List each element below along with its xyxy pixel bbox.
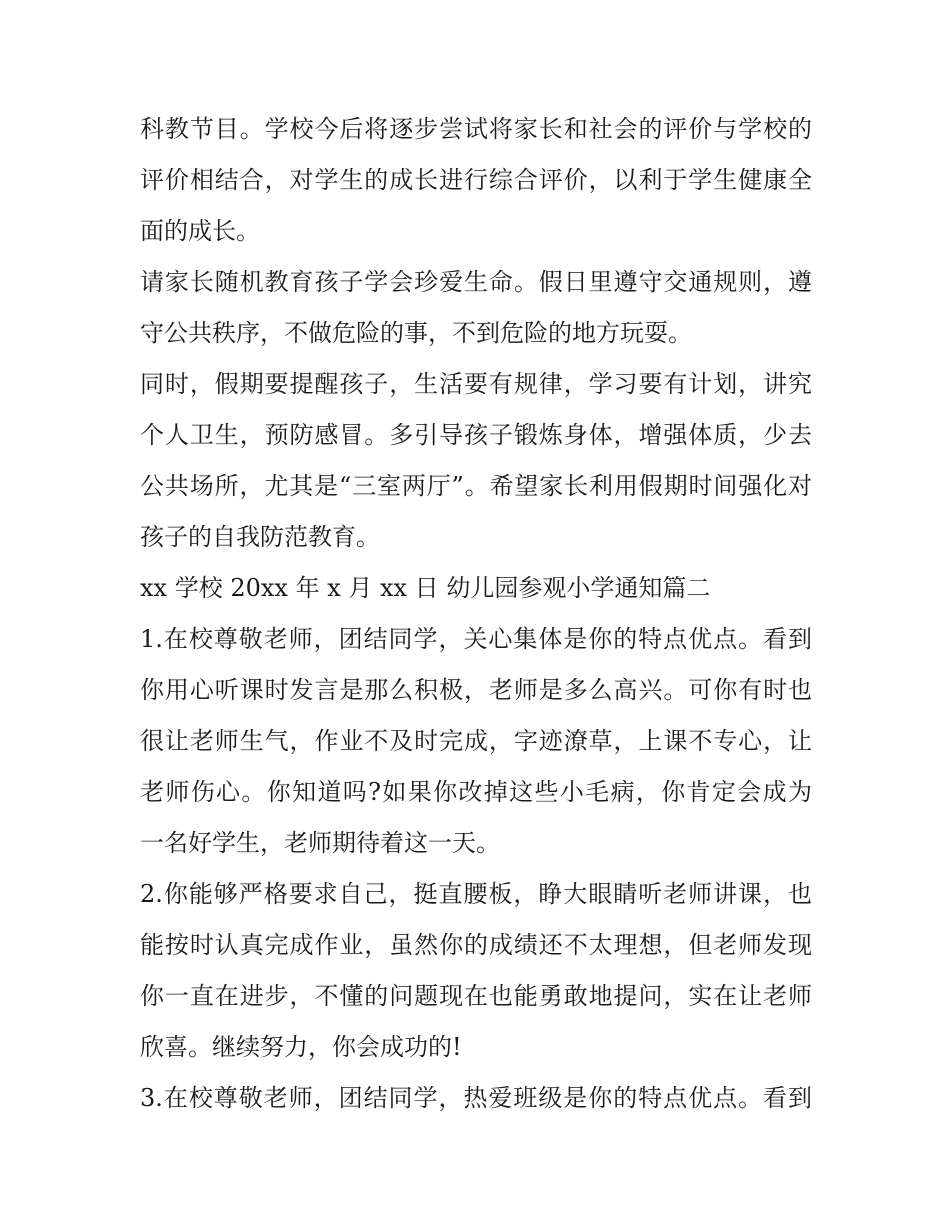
text-line: 一名好学生，老师期待着这一天。 xyxy=(140,829,500,857)
text-line: 2.你能够严格要求自己，挺直腰板，睁大眼睛听老师讲课，也 xyxy=(140,880,812,908)
text-line: 欣喜。继续努力，你会成功的! xyxy=(140,1033,462,1061)
text-line: 科教节目。学校今后将逐步尝试将家长和社会的评价与学校的 xyxy=(140,115,812,143)
text-line: 请家长随机教育孩子学会珍爱生命。假日里遵守交通规则，遵 xyxy=(140,268,812,296)
text-line: 老师伤心。你知道吗?如果你改掉这些小毛病，你肯定会成为 xyxy=(140,778,812,806)
text-line: 公共场所，尤其是“三室两厅”。希望家长利用假期时间强化对 xyxy=(140,472,812,500)
text-line: 同时，假期要提醒孩子，生活要有规律，学习要有计划，讲究 xyxy=(140,370,812,398)
text-line: 个人卫生，预防感冒。多引导孩子锻炼身体，增强体质，少去 xyxy=(140,421,812,449)
text-line: 能按时认真完成作业，虽然你的成绩还不太理想，但老师发现 xyxy=(140,931,812,959)
text-line: 1.在校尊敬老师，团结同学，关心集体是你的特点优点。看到 xyxy=(140,625,812,653)
text-line: 评价相结合，对学生的成长进行综合评价，以利于学生健康全 xyxy=(140,166,812,194)
text-line: 你用心听课时发言是那么积极，老师是多么高兴。可你有时也 xyxy=(140,676,812,704)
document-body xyxy=(140,104,812,1124)
section-heading: xx 学校 20xx 年 x 月 xx 日 幼儿园参观小学通知篇二 xyxy=(140,574,711,602)
text-line: 孩子的自我防范教育。 xyxy=(140,523,380,551)
text-line: 面的成长。 xyxy=(140,217,260,245)
text-line: 守公共秩序，不做危险的事，不到危险的地方玩耍。 xyxy=(140,319,692,347)
text-line: 你一直在进步，不懂的问题现在也能勇敢地提问，实在让老师 xyxy=(140,982,812,1010)
text-line: 3.在校尊敬老师，团结同学，热爱班级是你的特点优点。看到 xyxy=(140,1084,812,1112)
text-line: 很让老师生气，作业不及时完成，字迹潦草，上课不专心，让 xyxy=(140,727,812,755)
